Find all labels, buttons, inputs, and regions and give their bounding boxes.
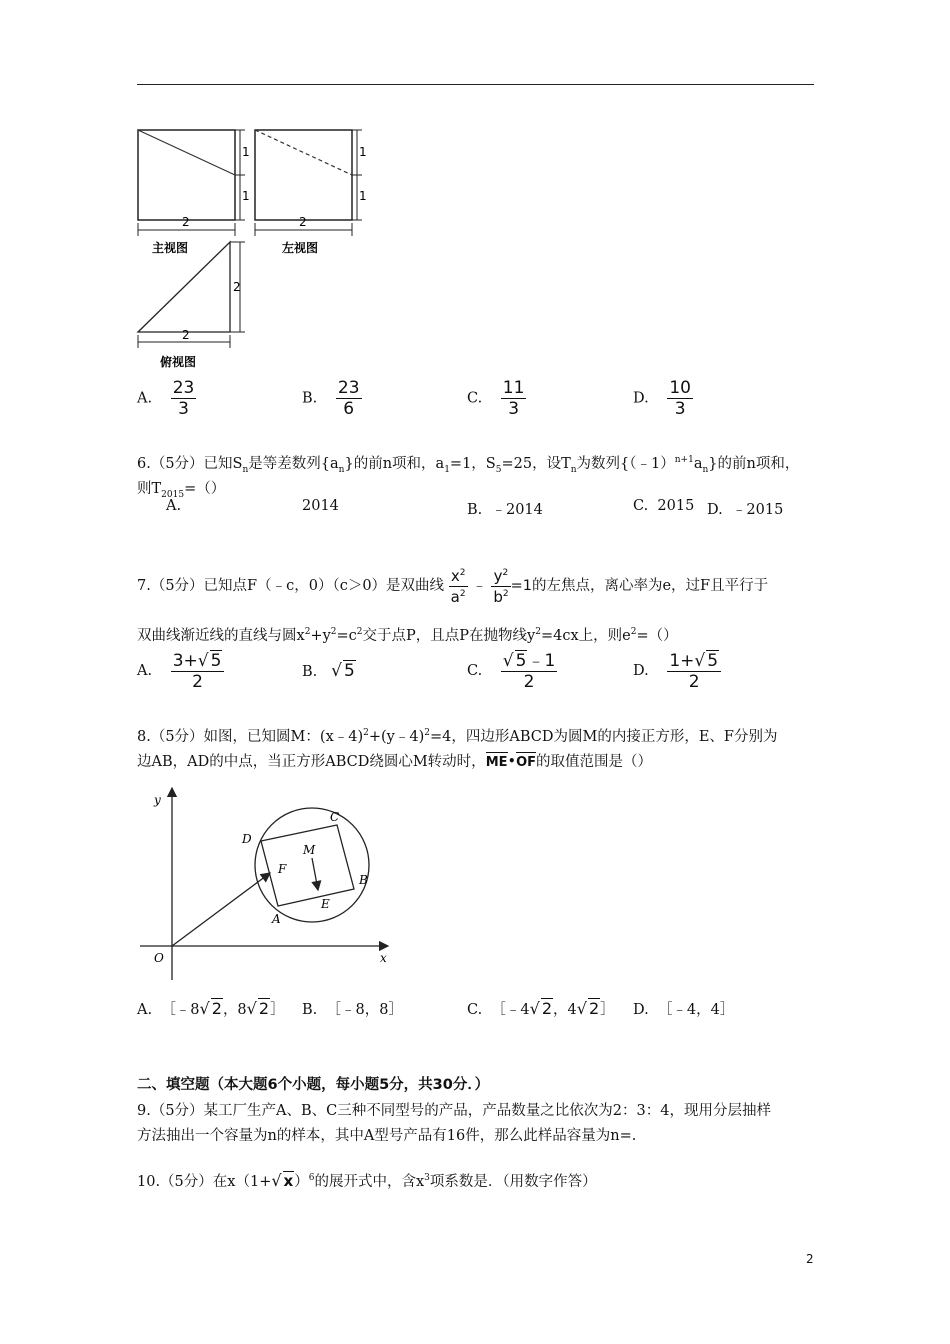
fig-label-y: y: [154, 793, 161, 807]
front-view-diagonal: [138, 130, 235, 175]
front-view-rect: [138, 130, 235, 220]
q9-line1: 9.（5分）某工厂生产A、B、C三种不同型号的产品，产品数量之比依次为2：3：4，现用分层抽样: [137, 1103, 771, 1119]
q5-a-fraction: $\frac{23}{3}$: [172, 378, 195, 419]
header-rule: [137, 84, 814, 85]
q8-line2: 边AB，AD的中点，当正方形ABCD绕圆心M转动时，ME•OF的取值范围是（）: [137, 754, 653, 770]
left-dim-top: 1: [359, 145, 367, 159]
fig-label-f: F: [278, 862, 287, 876]
q6-option-a-value: 2014: [302, 498, 339, 514]
fig-label-b: B: [359, 873, 368, 887]
front-dim-top: 1: [242, 145, 250, 159]
fig-label-e: E: [321, 897, 330, 911]
q6-option-c[interactable]: C. 2015: [633, 498, 695, 514]
q5-option-b[interactable]: B. $\frac{23}{6}$: [302, 378, 360, 419]
q7-option-b[interactable]: B. √ 5: [302, 661, 355, 681]
q5-b-fraction: $\frac{23}{6}$: [337, 378, 360, 419]
section2-title: 二、填空题（本大题6个小题，每小题5分，共30分．）: [137, 1077, 490, 1093]
q5-option-c[interactable]: C. $\frac{11}{3}$: [467, 378, 525, 419]
top-dim-height: 2: [233, 280, 241, 294]
q8-option-a[interactable]: A. ［﹣8√ 2，8√ 2］: [137, 999, 285, 1018]
front-dim-width: 2: [182, 215, 190, 229]
q7-option-d[interactable]: D. $\frac{1+√ 5}{2}$: [633, 650, 721, 692]
left-view-label: 左视图: [282, 241, 319, 255]
fig-label-o: O: [154, 951, 164, 965]
q7-option-c[interactable]: C. $\frac{√ 5﹣1}{2}$: [467, 651, 556, 692]
fig-label-x: x: [380, 951, 387, 965]
q8-option-c[interactable]: C. ［﹣4√ 2，4√ 2］: [467, 999, 615, 1018]
front-view-label: 主视图: [152, 241, 189, 255]
q8-figure: [130, 780, 400, 990]
vector-me-line: [312, 858, 318, 890]
square-abcd: [261, 825, 354, 906]
vector-of-line: [172, 873, 270, 946]
fig-label-m: M: [303, 843, 316, 857]
q6-line2: 则$T_{2015}=()$: [137, 481, 226, 500]
fig-label-d: D: [242, 832, 252, 846]
q6-option-d[interactable]: D. ﹣2015: [707, 502, 784, 518]
vector-of: OF: [516, 755, 537, 770]
q6-option-a[interactable]: A.: [166, 498, 182, 514]
fig-label-c: C: [330, 810, 340, 824]
q5-option-d[interactable]: D. $\frac{10}{3}$: [633, 378, 691, 419]
vector-me: ME: [485, 755, 508, 770]
q5-d-fraction: $\frac{10}{3}$: [669, 378, 691, 419]
q9-line2: 方法抽出一个容量为n的样本，其中A型号产品有16件，那么此样品容量为n=.: [137, 1128, 637, 1144]
top-view-triangle: [138, 242, 230, 332]
circle-m: [255, 808, 369, 922]
left-dim-width: 2: [299, 215, 307, 229]
q7-x-frac: $\frac{x^2}{a^2}$: [450, 566, 466, 606]
q8-option-d[interactable]: D. ［﹣4，4］: [633, 1002, 735, 1018]
left-dim-bottom: 1: [359, 189, 367, 203]
three-view-figure: [130, 120, 380, 375]
q7-line2: 双曲线渐近线的直线与圆$x^2+y^2=c^2$交于点P，且点P在抛物线$y^2=4cx$上，则$e^2=()$: [137, 627, 678, 644]
q5-c-fraction: $\frac{11}{3}$: [502, 378, 525, 419]
front-dim-bottom: 1: [242, 189, 250, 203]
q7-option-a[interactable]: A. $\frac{3+√ 5}{2}$: [137, 650, 224, 692]
q5-option-a[interactable]: A. $\frac{23}{3}$: [137, 378, 195, 419]
q7-line1: 7.（5分）已知点F（﹣c，0）（c＞0）是双曲线 $\frac{x^2}{a^2}$ ﹣ $\frac{y^2}{b^2}$ =1的左焦点，离心率为e，过F且平行于: [137, 566, 769, 606]
left-view-rect: [255, 130, 352, 220]
top-view-label: 俯视图: [160, 355, 197, 369]
q8-line1: 8.（5分）如图，已知圆M：(x﹣4)$^2$+(y﹣4)$^2$=4，四边形ABCD为圆M的内接正方形，E、F分别为: [137, 728, 778, 745]
q7-y-frac: $\frac{y^2}{b^2}$: [493, 566, 509, 606]
q6-option-b[interactable]: B. ﹣2014: [467, 502, 543, 518]
q6-line1: 6.（5分）已知$S_n$是等差数列$\{a_n\}$的前n项和，$a_1=1$，$S_5=25$，设$T_n$为数列$\{(﹣1)^{n+1}a_n\}$的前n项和，: [137, 455, 800, 475]
fig-label-a: A: [272, 912, 281, 926]
page-number: 2: [806, 1252, 814, 1266]
q10-line: 10.（5分）在x（1+√ x）$^6$的展开式中，含$x^3$项系数是．（用数字作答）: [137, 1171, 597, 1190]
top-dim-width: 2: [182, 328, 190, 342]
q8-option-b[interactable]: B. ［﹣8，8］: [302, 1002, 403, 1018]
left-view-dashed: [255, 130, 352, 175]
